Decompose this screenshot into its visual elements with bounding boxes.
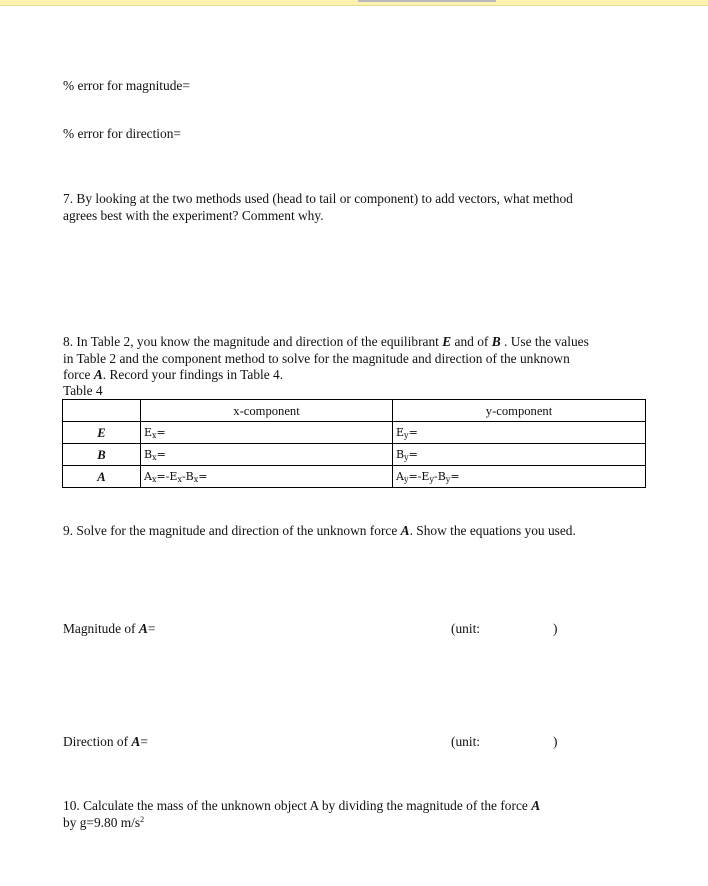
question-8-line2: in Table 2 and the component method to solve for the magnitude and direction of the unknown bbox=[63, 350, 570, 366]
question-7 bbox=[63, 191, 623, 224]
table-header-row bbox=[63, 400, 646, 422]
vector-a: A bbox=[131, 734, 141, 749]
vector-a: A bbox=[400, 523, 410, 538]
question-7-line1: 7. By looking at the two methods used (head to tail or component) to add vectors, what method bbox=[63, 191, 573, 206]
viewer-tab-indicator bbox=[358, 0, 496, 2]
question-8-line3: force A. Record your findings in Table 4. bbox=[63, 367, 284, 382]
ax-cell[interactable]: $A_x=-E_x-B_x=$ bbox=[141, 466, 393, 488]
y-component-header: y-component bbox=[393, 400, 646, 422]
table-4 bbox=[62, 399, 646, 488]
question-10 bbox=[63, 798, 623, 831]
direction-unit-close: ) bbox=[553, 734, 558, 749]
table-corner-cell bbox=[63, 400, 141, 422]
magnitude-unit-close: ) bbox=[553, 621, 558, 636]
error-direction-label: % error for direction= bbox=[63, 126, 181, 141]
x-component-header: x-component bbox=[141, 400, 393, 422]
by-cell[interactable]: $B_y=$ bbox=[393, 444, 646, 466]
question-9: 9. Solve for the magnitude and direction of the unknown force A. Show the equations you used. bbox=[63, 523, 576, 538]
question-8 bbox=[63, 334, 623, 384]
ex-cell[interactable]: $E_x=$ bbox=[141, 422, 393, 444]
vector-a: A bbox=[93, 367, 103, 382]
question-10-line1: 10. Calculate the mass of the unknown object A by dividing the magnitude of the force A bbox=[63, 798, 541, 813]
ey-cell[interactable]: $E_y=$ bbox=[393, 422, 646, 444]
vector-a: A bbox=[531, 798, 541, 813]
table-row bbox=[63, 466, 646, 488]
question-7-line2: agrees best with the experiment? Comment why. bbox=[63, 207, 324, 223]
error-magnitude-label: % error for magnitude= bbox=[63, 78, 190, 93]
table-row bbox=[63, 422, 646, 444]
vector-e: E bbox=[442, 334, 452, 349]
vector-a: A bbox=[138, 621, 148, 636]
ay-cell[interactable]: $A_y=-E_y-B_y=$ bbox=[393, 466, 646, 488]
direction-of-a-label: Direction of A= bbox=[63, 734, 148, 749]
question-10-line2: by g=9.80 $m/s^2$ bbox=[63, 814, 145, 830]
row-label-a: A bbox=[63, 466, 141, 488]
bx-cell[interactable]: $B_x=$ bbox=[141, 444, 393, 466]
table-4-caption: Table 4 bbox=[63, 383, 103, 398]
question-8-line1: 8. In Table 2, you know the magnitude and direction of the equilibrant E and of B . Use the values bbox=[63, 334, 589, 349]
vector-b: B bbox=[491, 334, 501, 349]
direction-unit-open: (unit: bbox=[451, 734, 481, 749]
row-label-b: B bbox=[63, 444, 141, 466]
table-row bbox=[63, 444, 646, 466]
magnitude-of-a-label: Magnitude of A= bbox=[63, 621, 156, 636]
viewer-top-bar bbox=[0, 0, 708, 6]
row-label-e: E bbox=[63, 422, 141, 444]
magnitude-unit-open: (unit: bbox=[451, 621, 481, 636]
